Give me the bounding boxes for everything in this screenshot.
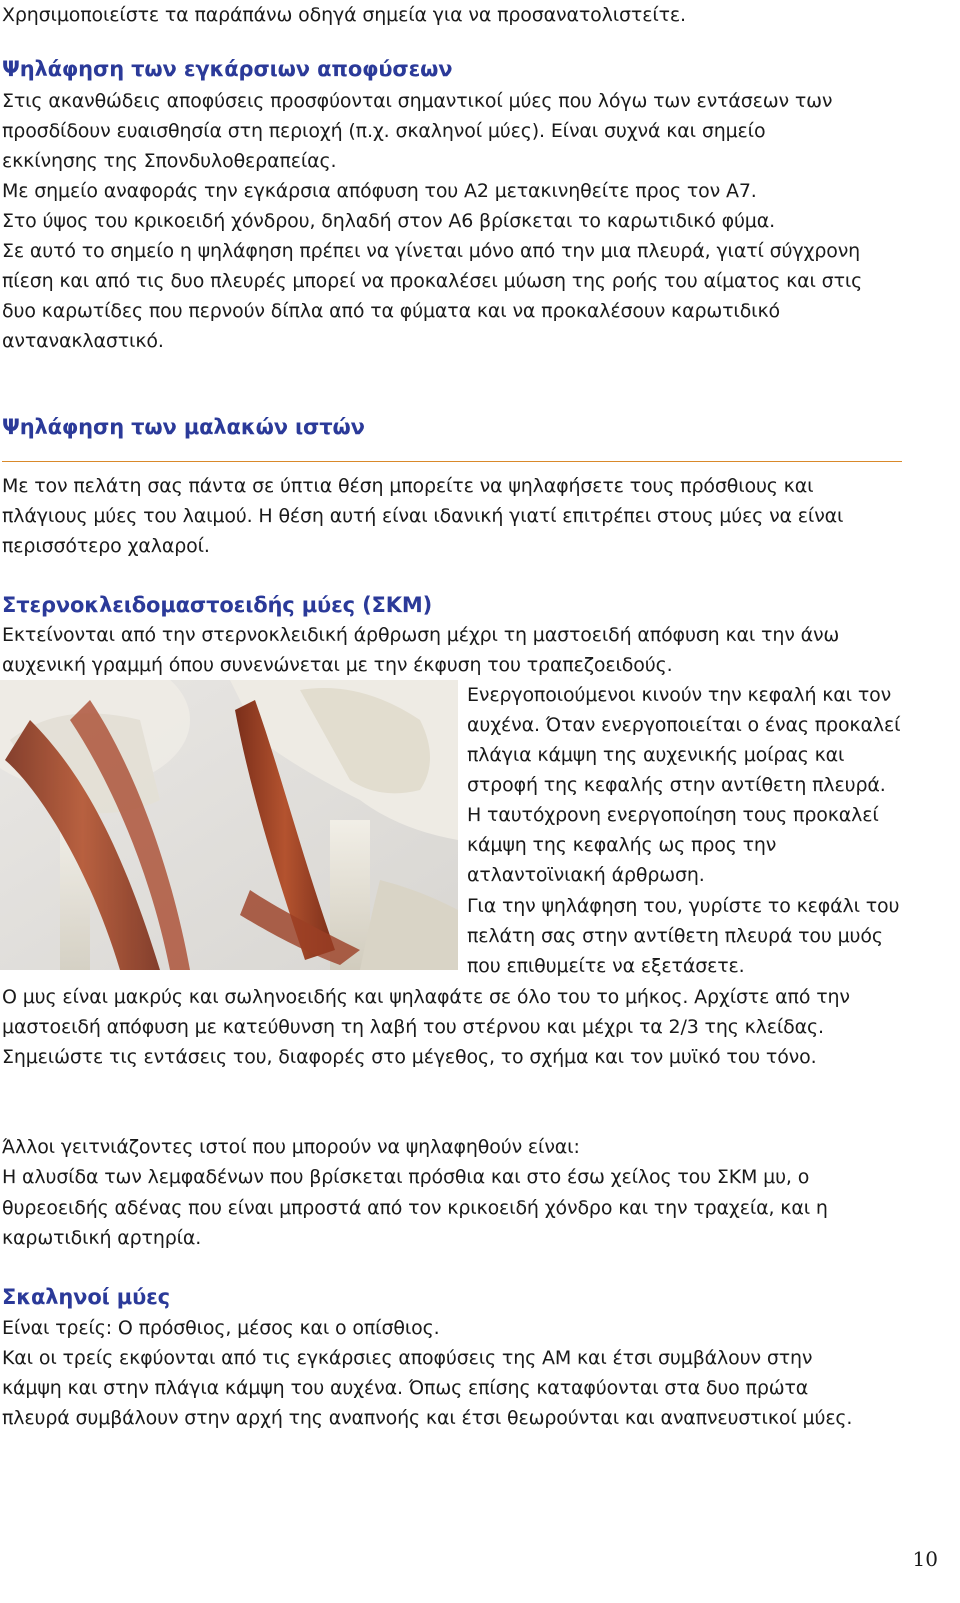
text-line: θυρεοειδής αδένας που είναι μπροστά από τον κρικοειδή χόνδρο και την τραχεία, και η bbox=[2, 1197, 828, 1219]
text-line: Σημειώστε τις εντάσεις του, διαφορές στο μέγεθος, το σχήμα και τον μυϊκό του τόνο. bbox=[2, 1046, 817, 1068]
text-line: Χρησιμοποιείστε τα παράπάνω οδηγά σημεία για να προσανατολιστείτε. bbox=[2, 4, 686, 26]
text-line: αντανακλαστικό. bbox=[2, 330, 164, 352]
text-line: αυχένα. Όταν ενεργοποιείται ο ένας προκαλεί bbox=[467, 714, 901, 736]
section-heading-transverse-processes: Ψηλάφηση των εγκάρσιων αποφύσεων bbox=[2, 57, 453, 81]
text-line: μαστοειδή απόφυση με κατεύθυνση τη λαβή του στέρνου και μέχρι τα 2/3 της κλείδας. bbox=[2, 1016, 824, 1038]
text-line: Στο ύψος του κρικοειδή χόνδρου, δηλαδή στον Α6 βρίσκεται το καρωτιδικό φύμα. bbox=[2, 210, 775, 232]
text-line: αυχενική γραμμή όπου συνενώνεται με την έκφυση του τραπεζοειδούς. bbox=[2, 654, 673, 676]
text-line: Και οι τρείς εκφύονται από τις εγκάρσιες αποφύσεις της ΑΜ και έτσι συμβάλουν στην bbox=[2, 1347, 813, 1369]
text-line: πελάτη σας στην αντίθετη πλευρά του μυός bbox=[467, 925, 883, 947]
section-divider bbox=[2, 461, 902, 462]
scm-muscle-image bbox=[0, 680, 458, 970]
text-line: Στις ακανθώδεις αποφύσεις προσφύονται σημαντικοί μύες που λόγω των εντάσεων των bbox=[2, 90, 833, 112]
text-line: περισσότερο χαλαροί. bbox=[2, 535, 210, 557]
text-line: πίεση και από τις δυο πλευρές μπορεί να προκαλέσει μύωση της ροής του αίματος και στις bbox=[2, 270, 863, 292]
text-line: Ενεργοποιούμενοι κινούν την κεφαλή και τον bbox=[467, 684, 892, 706]
text-line: πλευρά συμβάλουν στην αρχή της αναπνοής και έτσι θεωρούνται και αναπνευστικοί μύες. bbox=[2, 1407, 853, 1429]
text-line: Η αλυσίδα των λεμφαδένων που βρίσκεται πρόσθια και στο έσω χείλος του ΣΚΜ μυ, ο bbox=[2, 1166, 810, 1188]
text-line: προσδίδουν ευαισθησία στη περιοχή (π.χ. σκαληνοί μύες). Είναι συχνά και σημείο bbox=[2, 120, 766, 142]
text-line: κάμψη της κεφαλής ως προς την bbox=[467, 834, 777, 856]
text-line: δυο καρωτίδες που περνούν δίπλα από τα φύματα και να προκαλέσουν καρωτιδικό bbox=[2, 300, 780, 322]
text-line: εκκίνησης της Σπονδυλοθεραπείας. bbox=[2, 150, 337, 172]
text-line: καρωτιδική αρτηρία. bbox=[2, 1227, 202, 1249]
text-line: Είναι τρείς: Ο πρόσθιος, μέσος και ο οπίσθιος. bbox=[2, 1317, 440, 1339]
section-heading-scalenes: Σκαληνοί μύες bbox=[2, 1285, 170, 1309]
text-line: Με σημείο αναφοράς την εγκάρσια απόφυση του Α2 μετακινηθείτε προς τον Α7. bbox=[2, 180, 757, 202]
text-line: πλάγιους μύες του λαιμού. Η θέση αυτή είναι ιδανική γιατί επιτρέπει στους μύες να είναι bbox=[2, 505, 844, 527]
text-line: Εκτείνονται από την στερνοκλειδική άρθρωση μέχρι τη μαστοειδή απόφυση και την άνω bbox=[2, 624, 840, 646]
section-heading-soft-tissue: Ψηλάφηση των μαλακών ιστών bbox=[2, 415, 365, 439]
text-line: Η ταυτόχρονη ενεργοποίηση τους προκαλεί bbox=[467, 804, 879, 826]
text-line: Σε αυτό το σημείο η ψηλάφηση πρέπει να γίνεται μόνο από την μια πλευρά, γιατί σύγχρονη bbox=[2, 240, 861, 262]
text-line: Ο μυς είναι μακρύς και σωληνοειδής και ψηλαφάτε σε όλο του το μήκος. Αρχίστε από την bbox=[2, 986, 850, 1008]
section-heading-scm: Στερνοκλειδομαστοειδής μύες (ΣΚΜ) bbox=[2, 593, 433, 617]
neck-anatomy-illustration bbox=[0, 680, 458, 970]
text-line: Άλλοι γειτνιάζοντες ιστοί που μπορούν να ψηλαφηθούν είναι: bbox=[2, 1136, 580, 1158]
text-line: κάμψη και στην πλάγια κάμψη του αυχένα. Όπως επίσης καταφύονται στα δυο πρώτα bbox=[2, 1377, 809, 1399]
text-line: που επιθυμείτε να εξετάσετε. bbox=[467, 955, 745, 977]
text-line: Με τον πελάτη σας πάντα σε ύπτια θέση μπορείτε να ψηλαφήσετε τους πρόσθιους και bbox=[2, 475, 814, 497]
text-line: ατλαντοϊνιακή άρθρωση. bbox=[467, 864, 705, 886]
text-line: πλάγια κάμψη της αυχενικής μοίρας και bbox=[467, 744, 845, 766]
page-number: 10 bbox=[912, 1547, 938, 1571]
text-line: στροφή της κεφαλής στην αντίθετη πλευρά. bbox=[467, 774, 886, 796]
text-line: Για την ψηλάφηση του, γυρίστε το κεφάλι του bbox=[467, 895, 900, 917]
